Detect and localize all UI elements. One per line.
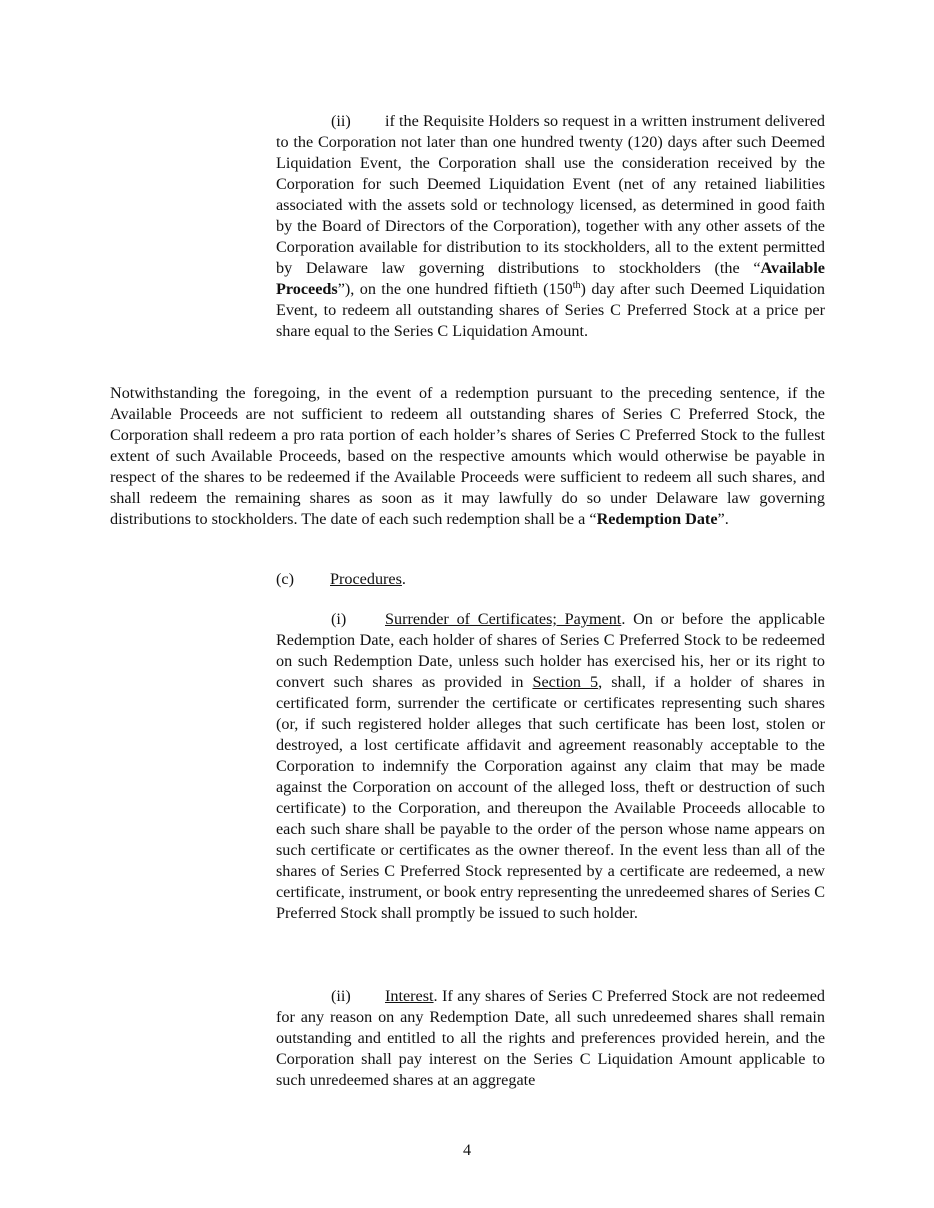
paragraph-notwithstanding: [110, 383, 825, 530]
defined-term-available-proceeds: Available Proceeds: [276, 259, 825, 298]
paragraph-text: . If any shares of Series C Preferred Stock are not redeemed for any reason on any Redemption Date, all such unredeemed shares shall remain outstanding and entitled to all the rights and preferences provided herein, and the Corporation shall pay interest on the Series C Liquidation Amount applicable to such unredeemed shares at an aggregate: [276, 987, 825, 1089]
paragraph-ii-redemption: [276, 111, 825, 342]
paragraph-title: Interest: [385, 987, 434, 1005]
paragraph-ii-interest: [276, 986, 825, 1091]
paragraph-text: if the Requisite Holders so request in a written instrument delivered to the Corporation not later than one hundred twenty (120) days after such Deemed Liquidation Event, the Corporation shall use the consideration received by the Corporation for such Deemed Liquidation Event (net of any retained liabilities associated with the assets sold or technology licensed, as determined in good faith by the Board of Directors of the Corporation), together with any other assets of the Corporation available for distribution to its stockholders, all to the extent permitted by Delaware law governing distributions to stockholders (the “: [276, 112, 825, 277]
section-title-suffix: .: [401, 570, 406, 588]
paragraph-number: (ii): [331, 987, 351, 1005]
page-number: 4: [462, 1141, 472, 1159]
superscript-ordinal: th: [572, 280, 581, 291]
paragraph-number: (i): [331, 610, 347, 628]
paragraph-text: ) day after such Deemed Liquidation Event, to redeem all outstanding shares of Series C Preferred Stock at a price per share equal to the Series C Liquidation Amount.: [276, 280, 826, 340]
section-reference-link: Section 5: [532, 673, 599, 691]
paragraph-title: Surrender of Certificates; Payment: [385, 610, 622, 628]
section-heading-procedures: [276, 569, 406, 590]
defined-term-redemption-date: Redemption Date: [596, 510, 718, 528]
paragraph-text: ”), on the one hundred fiftieth (150: [337, 280, 573, 298]
paragraph-text: . On or before the applicable Redemption Date, each holder of shares of Series C Preferred Stock to be redeemed on such Redemption Date, unless such holder has exercised his, her or its right to convert such shares as provided in: [276, 610, 825, 691]
paragraph-text: ”.: [717, 510, 729, 528]
paragraph-text: , shall, if a holder of shares in certificated form, surrender the certificate or certificates representing such shares (or, if such registered holder alleges that such certificate has been lost, stolen or destroyed, a lost certificate affidavit and agreement reasonably acceptable to the Corporation to indemnify the Corporation against any claim that may be made against the Corporation on account of the alleged loss, theft or destruction of such certificate) to the Corporation, and thereupon the Available Proceeds allocable to each such share shall be payable to the order of the person whose name appears on such certificate or certificates as the owner thereof. In the event less than all of the shares of Series C Preferred Stock represented by a certificate are redeemed, a new certificate, instrument, or book entry representing the unredeemed shares of Series C Preferred Stock shall promptly be issued to such holder.: [276, 673, 825, 922]
section-number: (c): [276, 570, 294, 588]
section-title: Procedures: [330, 570, 402, 588]
paragraph-i-surrender: [276, 609, 825, 924]
paragraph-number: (ii): [331, 112, 351, 130]
paragraph-text: Notwithstanding the foregoing, in the event of a redemption pursuant to the preceding sentence, if the Available Proceeds are not sufficient to redeem all outstanding shares of Series C Preferred Stock, the Corporation shall redeem a pro rata portion of each holder’s shares of Series C Preferred Stock to the fullest extent of such Available Proceeds, based on the respective amounts which would otherwise be payable in respect of the shares to be redeemed if the Available Proceeds were sufficient to redeem all such shares, and shall redeem the remaining shares as soon as it may lawfully do so under Delaware law governing distributions to stockholders. The date of each such redemption shall be a “: [110, 384, 825, 528]
